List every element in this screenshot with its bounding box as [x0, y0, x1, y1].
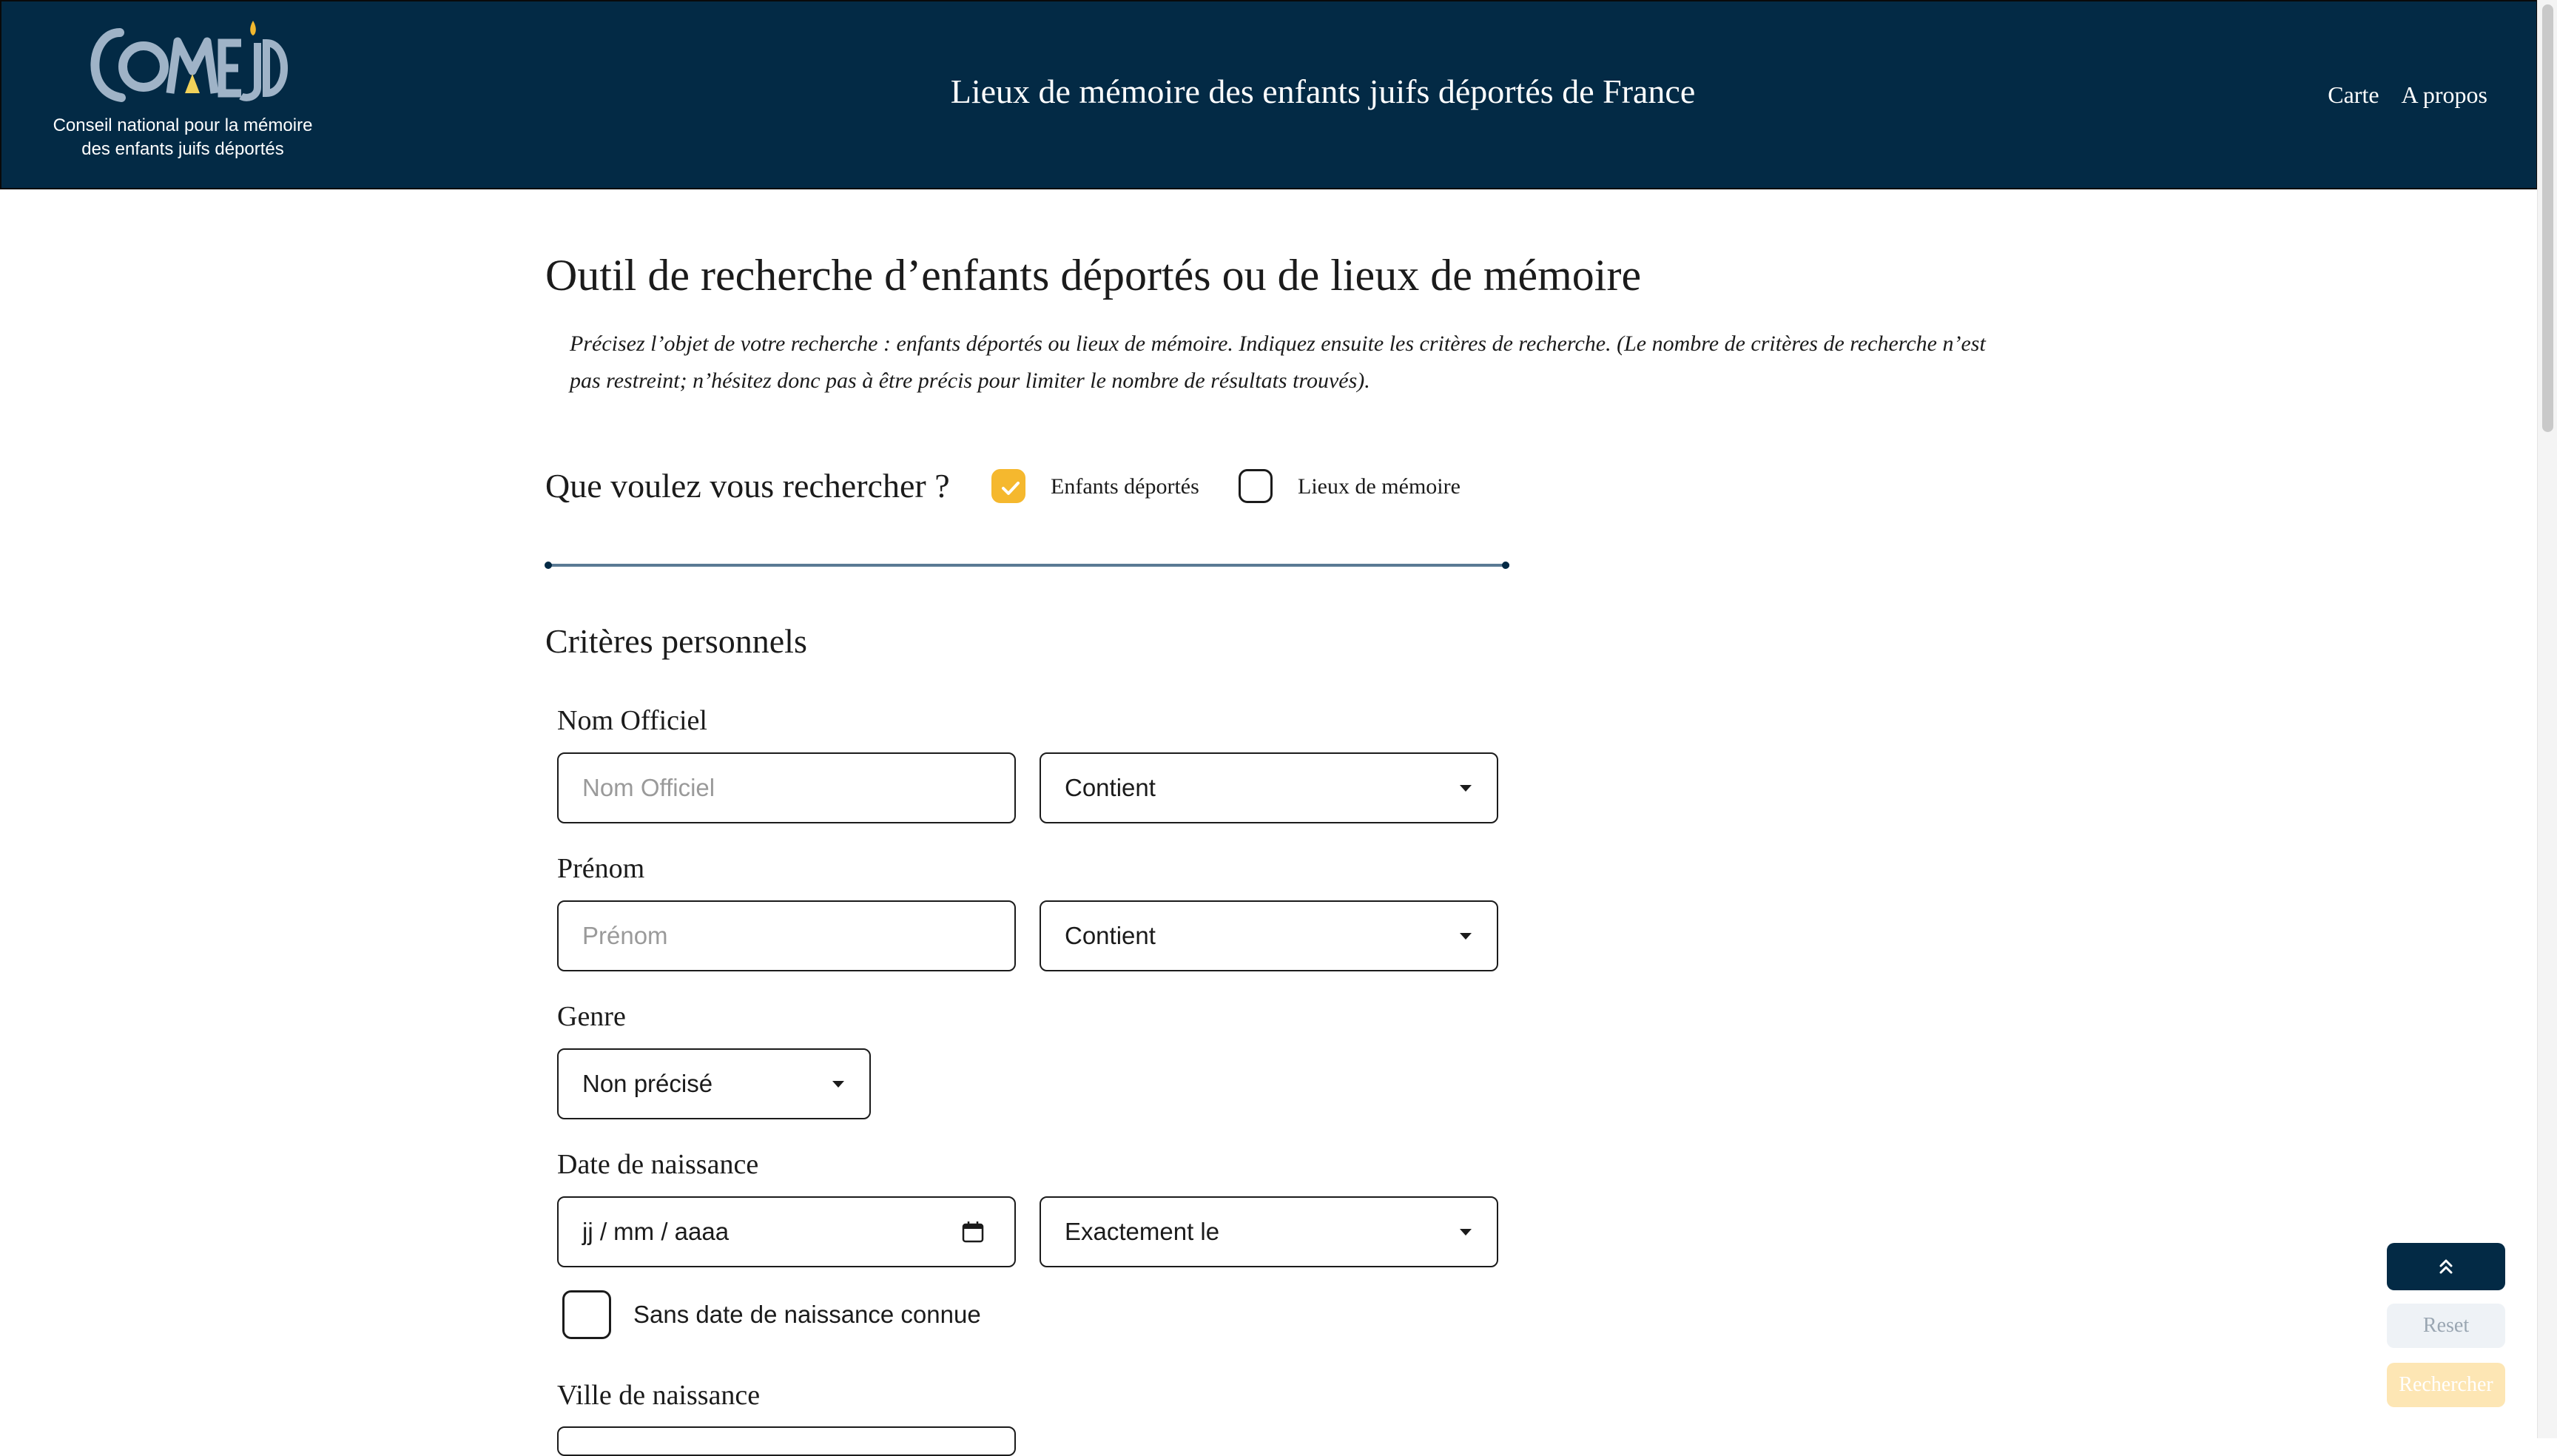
site-title: Lieux de mémoire des enfants juifs déportés de France [950, 73, 1696, 110]
nom-officiel-match-value: Contient [1065, 774, 1156, 801]
main-nav [2328, 78, 2487, 111]
nav-a-propos-link[interactable]: A propos [2401, 81, 2487, 108]
chevron-down-icon [1460, 1229, 1472, 1236]
search-type-question: Que voulez vous rechercher ? [545, 467, 950, 505]
sans-date-checkbox[interactable] [562, 1290, 611, 1339]
nom-officiel-label: Nom Officiel [557, 705, 707, 736]
date-naissance-placeholder: jj / mm / aaaa [582, 1218, 730, 1245]
reset-button[interactable]: Reset [2387, 1304, 2505, 1348]
rechercher-button[interactable]: Rechercher [2387, 1363, 2505, 1407]
divider-dot-right [1502, 562, 1509, 569]
intro-text: Précisez l’objet de votre recherche : enfants déportés ou lieux de mémoire. Indiquez ensuite les critères de recherche. (Le nombre de critères de recherche n’est pas restreint; n’hésitez donc pas à être précis pour limiter le nombre de résultats trouvés). [570, 331, 1986, 393]
genre-value: Non précisé [582, 1070, 713, 1097]
sans-date-label[interactable]: Sans date de naissance connue [633, 1301, 981, 1328]
ville-naissance-label: Ville de naissance [557, 1380, 761, 1411]
lieux-de-memoire-label[interactable]: Lieux de mémoire [1298, 474, 1461, 499]
ville-naissance-input[interactable] [557, 1426, 1016, 1456]
nom-officiel-match-select[interactable] [1040, 752, 1498, 823]
calendar-icon[interactable] [961, 1220, 985, 1244]
date-naissance-match-select[interactable] [1040, 1196, 1498, 1267]
enfants-deportes-checkbox[interactable] [991, 469, 1025, 503]
prenom-input[interactable]: Prénom [557, 900, 1016, 971]
checkmark-icon [1000, 477, 1022, 499]
chevron-down-icon [832, 1081, 844, 1088]
divider-dot-left [545, 562, 552, 569]
section-divider [548, 564, 1509, 567]
date-naissance-label: Date de naissance [557, 1149, 759, 1180]
chevron-down-icon [1460, 933, 1472, 940]
prenom-label: Prénom [557, 853, 645, 884]
logo-caption: Conseil national pour la mémoire des enfants juifs déportés [53, 115, 313, 159]
lieux-de-memoire-checkbox[interactable] [1239, 469, 1273, 503]
page-title: Outil de recherche d’enfants déportés ou de lieux de mémoire [545, 251, 1642, 300]
nom-officiel-input[interactable]: Nom Officiel [557, 752, 1016, 823]
chevron-down-icon [1460, 785, 1472, 792]
scroll-top-button[interactable] [2387, 1243, 2505, 1290]
date-naissance-match-value: Exactement le [1065, 1218, 1220, 1245]
genre-label: Genre [557, 1001, 626, 1032]
site-header [0, 0, 2538, 189]
prenom-match-value: Contient [1065, 922, 1156, 949]
date-naissance-input[interactable] [557, 1196, 1016, 1267]
enfants-deportes-label[interactable]: Enfants déportés [1051, 474, 1199, 499]
genre-select[interactable] [557, 1048, 871, 1119]
criteria-section-title: Critères personnels [545, 622, 807, 660]
page-scrollbar[interactable] [2537, 0, 2557, 1438]
nav-carte-link[interactable]: Carte [2328, 81, 2379, 108]
prenom-match-select[interactable] [1040, 900, 1498, 971]
scrollbar-thumb[interactable] [2542, 4, 2553, 432]
chevrons-up-icon [2437, 1256, 2455, 1277]
